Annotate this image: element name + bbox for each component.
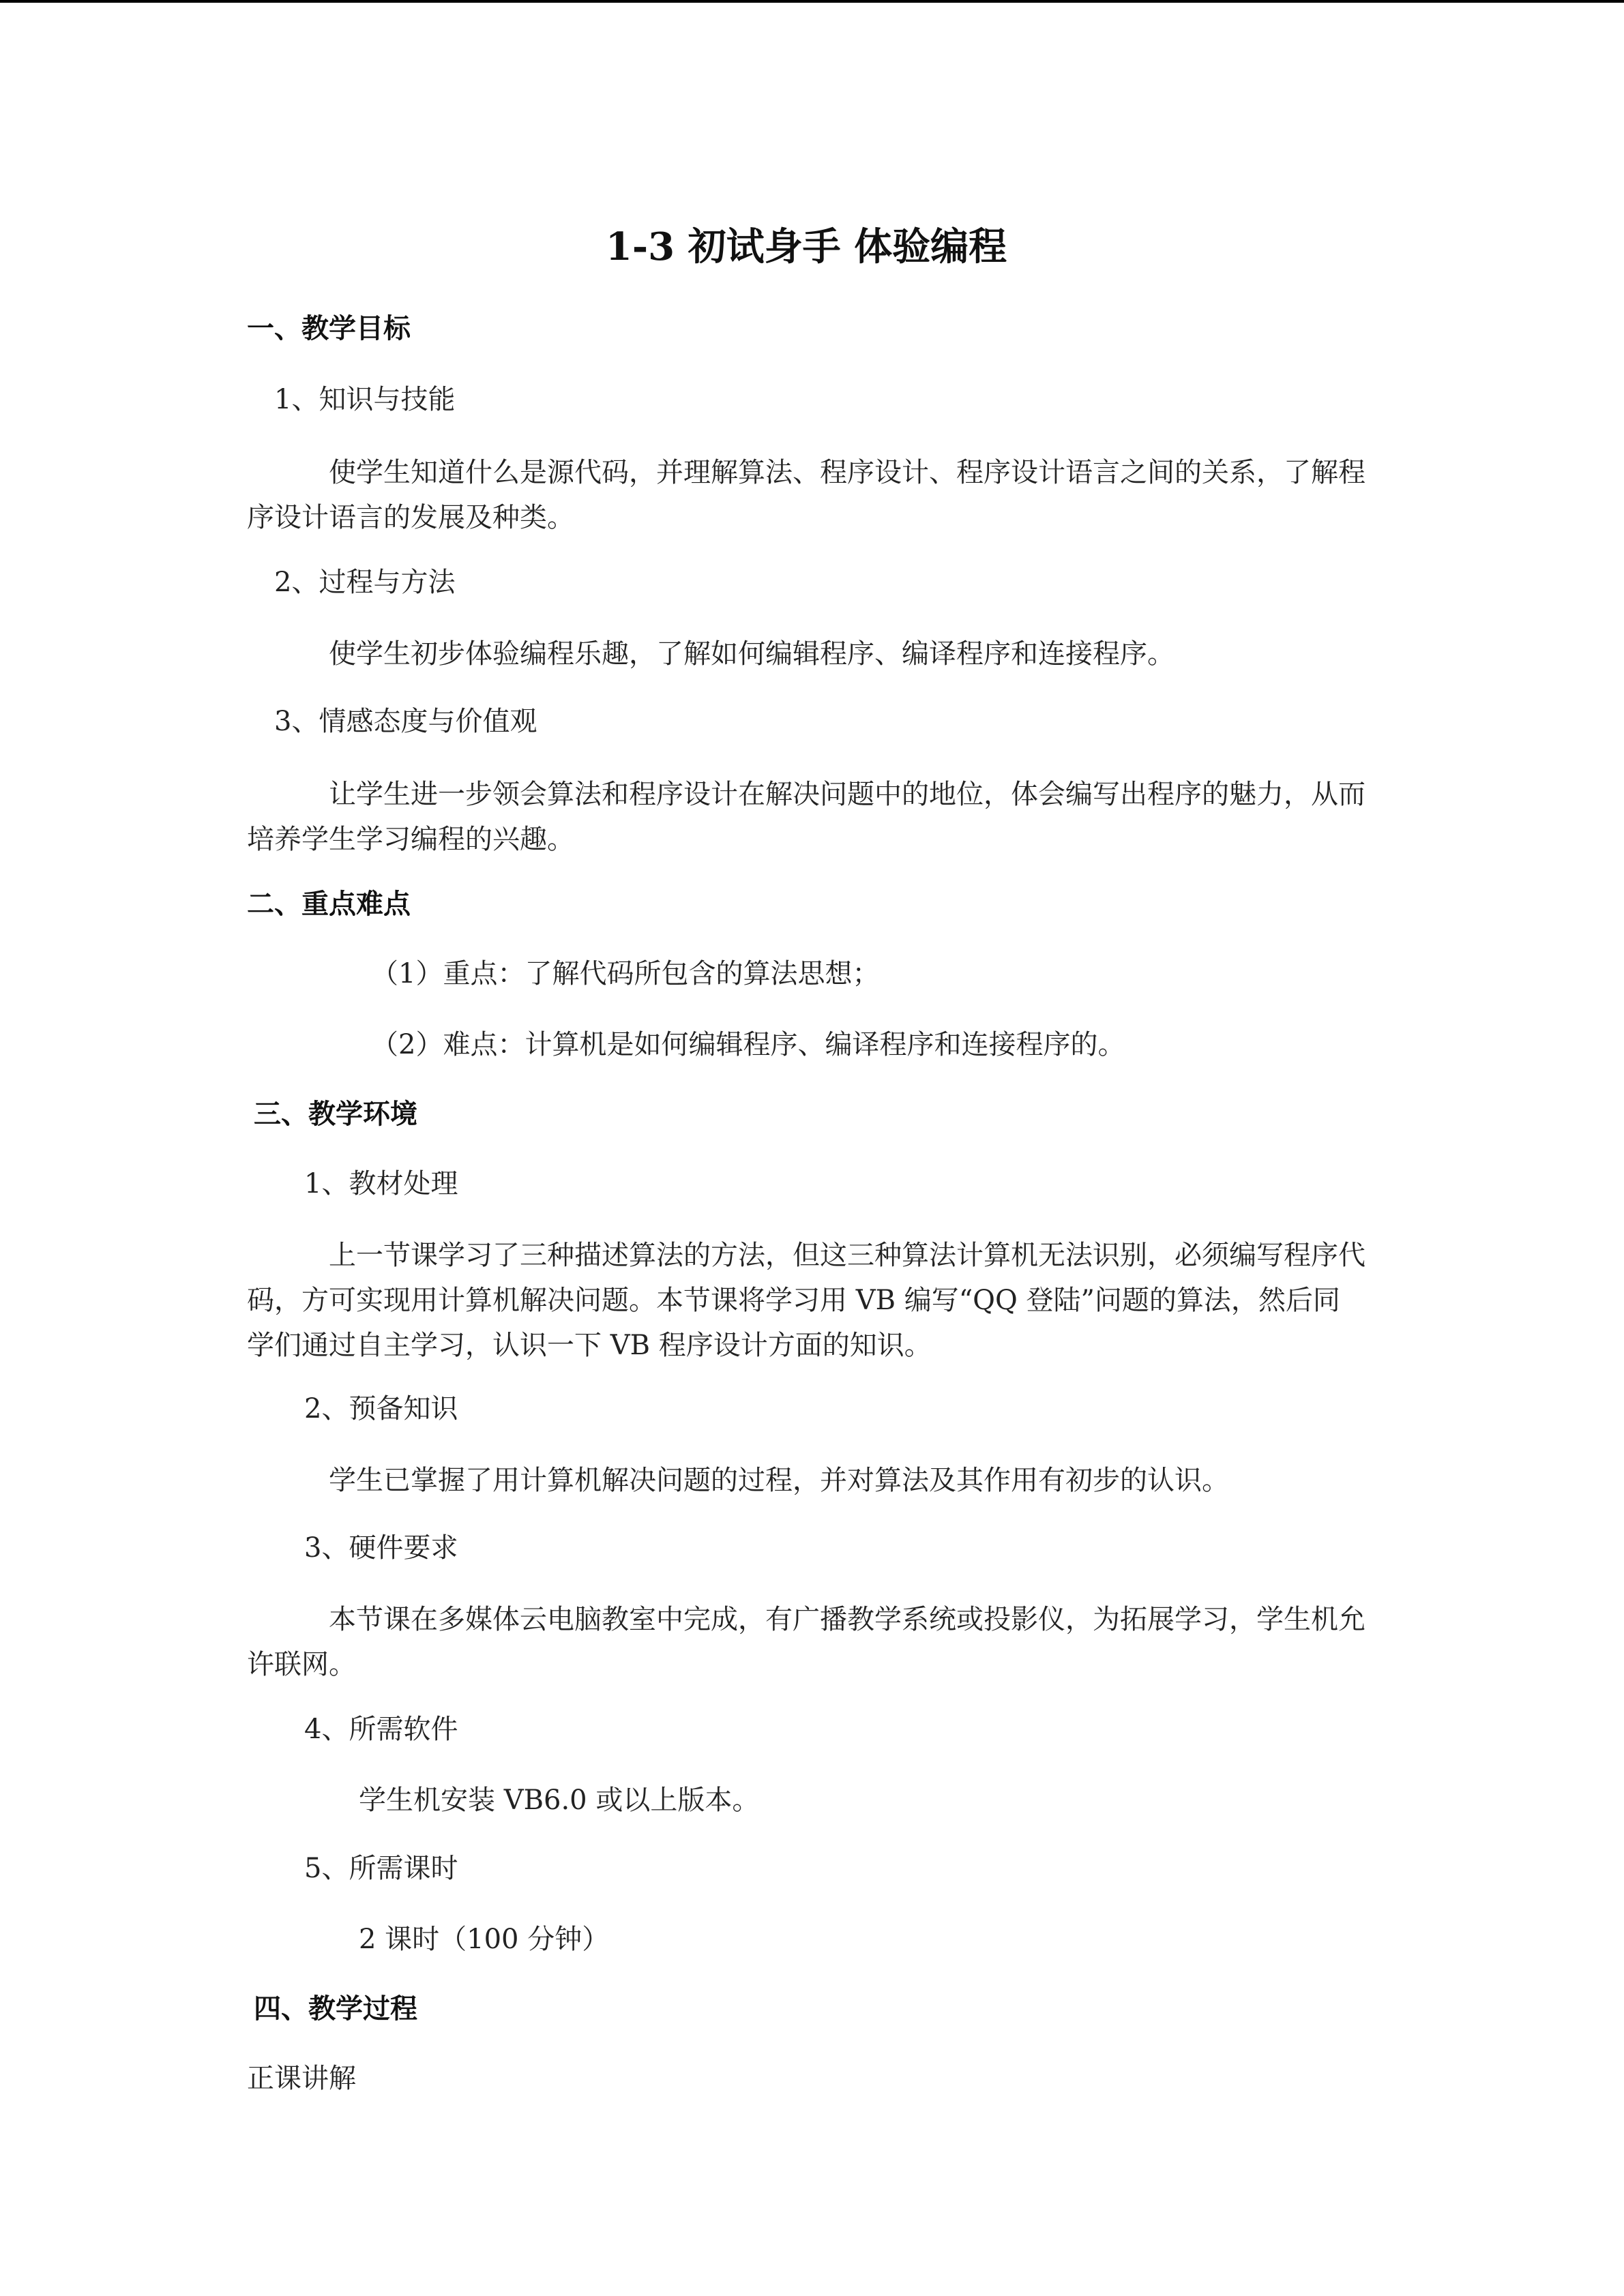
subheading-hardware-requirements: 3、硬件要求 [304,1532,458,1564]
subheading-attitude-values: 3、情感态度与价值观 [274,706,537,737]
document-page [247,0,1365,2296]
section-heading-teaching-goals: 一、教学目标 [247,312,411,344]
paragraph-required-software: 学生机安装 VB6.0 或以上版本。 [359,1785,760,1816]
paragraph-attitude-values: 让学生进一步领会算法和程序设计在解决问题中的地位，体会编写出程序的魅力，从而培养学生学习编程的兴趣。 [247,779,1365,855]
subheading-prior-knowledge: 2、预备知识 [304,1393,458,1425]
paragraph-prior-knowledge: 学生已掌握了用计算机解决问题的过程，并对算法及其作用有初步的认识。 [329,1465,1229,1496]
paragraph-hardware-requirements: 本节课在多媒体云电脑教室中完成，有广播教学系统或投影仪，为拓展学习，学生机允许联网。 [247,1604,1365,1680]
paragraph-required-hours: 2 课时（100 分钟） [359,1924,610,1955]
subheading-process-method: 2、过程与方法 [274,567,456,598]
paragraph-knowledge-skills: 使学生知道什么是源代码，并理解算法、程序设计、程序设计语言之间的关系，了解程序设计语言的发展及种类。 [247,457,1365,533]
section-heading-teaching-environment: 三、教学环境 [254,1098,417,1130]
list-item-difficult-point: （2）难点：计算机是如何编辑程序、编译程序和连接程序的。 [371,1029,1125,1060]
section-heading-teaching-process: 四、教学过程 [254,1993,417,2025]
paragraph-lecture: 正课讲解 [247,2063,356,2094]
paragraph-material-handling: 上一节课学习了三种描述算法的方法，但这三种算法计算机无法识别，必须编写程序代码，方可实现用计算机解决问题。本节课将学习用 VB 编写“QQ 登陆”问题的算法，然后同学们通过自主学习，认识一下 VB 程序设计方面的知识。 [247,1240,1365,1361]
subheading-required-hours: 5、所需课时 [304,1853,458,1884]
paragraph-process-method: 使学生初步体验编程乐趣，了解如何编辑程序、编译程序和连接程序。 [329,638,1175,670]
section-heading-key-points: 二、重点难点 [247,888,411,920]
subheading-required-software: 4、所需软件 [304,1714,458,1745]
subheading-knowledge-skills: 1、知识与技能 [274,384,456,415]
list-item-key-point: （1）重点：了解代码所包含的算法思想； [371,958,880,989]
subheading-material-handling: 1、教材处理 [304,1168,458,1199]
document-title: 1-3 初试身手 体验编程 [605,224,1007,269]
